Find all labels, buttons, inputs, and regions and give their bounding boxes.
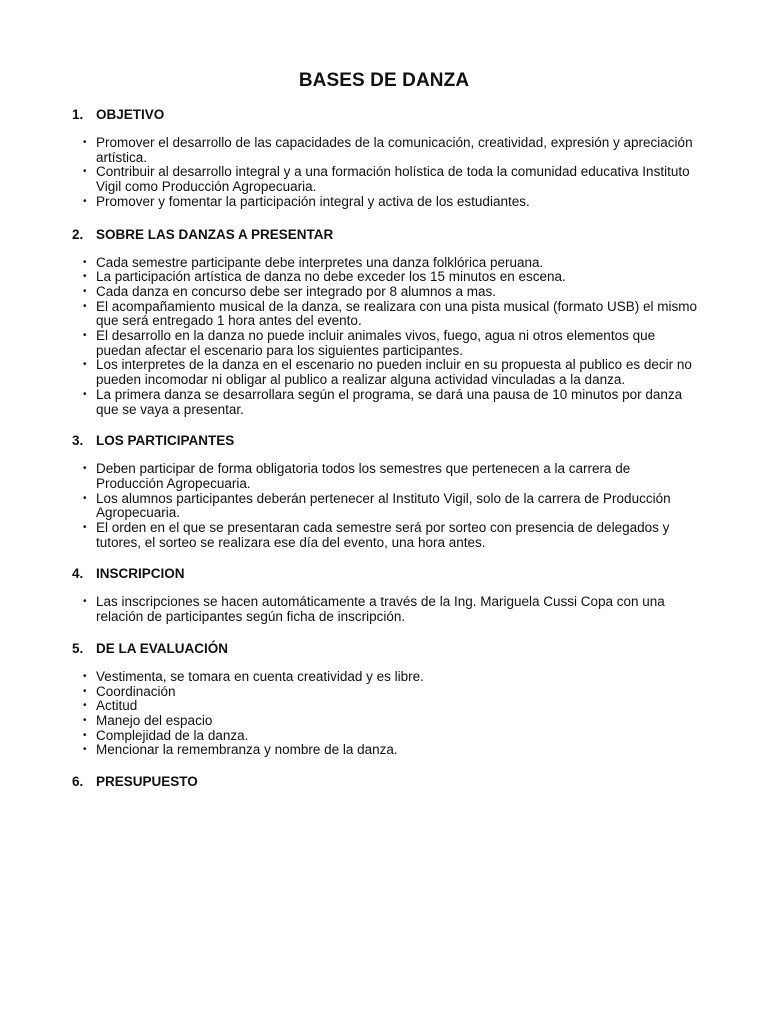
section-inscripcion: [72, 565, 697, 624]
section-heading: [72, 106, 697, 123]
section-number: 3.: [72, 433, 84, 449]
list-item: • El desarrollo en la danza no puede incluir animales vivos, fuego, agua ni otros elementos que puedan afectar el escenario para los siguientes participantes.: [83, 328, 656, 358]
bullet-list: [72, 670, 697, 758]
bullet-icon: •: [83, 166, 87, 178]
bullet-list: [72, 136, 697, 210]
list-item: • Mencionar la remembranza y nombre de la danza.: [83, 742, 398, 758]
section-number: 1.: [72, 107, 84, 122]
document-title: BASES DE DANZA: [298, 70, 470, 91]
list-item: • Las inscripciones se hacen automáticamente a través de la Ing. Mariguela Cussi Copa con una relación de participantes según ficha de inscripción.: [83, 594, 665, 625]
list-item: • Coordinación: [83, 683, 176, 699]
section-title: SOBRE LAS DANZAS A PRESENTAR: [96, 226, 334, 242]
section-number: 5.: [72, 640, 84, 656]
section-sobre-las-danzas: [72, 226, 697, 418]
section-number: 2.: [72, 226, 84, 242]
list-item: • El orden en el que se presentaran cada semestre será por sorteo con presencia de delegados y tutores, el sorteo se realizara ese día del evento, una hora antes.: [83, 520, 670, 550]
bullet-icon: •: [83, 271, 87, 283]
bullet-icon: •: [83, 463, 87, 475]
bullet-icon: •: [83, 137, 87, 148]
section-los-participantes: [72, 432, 697, 550]
list-item: • La participación artística de danza no debe exceder los 15 minutos en escena.: [83, 269, 566, 285]
list-item: • Promover el desarrollo de las capacidades de la comunicación, creatividad, expresión y apreciación artística.: [83, 135, 693, 165]
section-heading: [72, 773, 697, 790]
bullet-list: [72, 256, 697, 418]
bullet-icon: •: [83, 330, 87, 342]
bullet-icon: •: [83, 492, 87, 504]
section-heading: [72, 226, 697, 243]
bullet-icon: •: [83, 700, 87, 712]
section-title: LOS PARTICIPANTES: [96, 433, 235, 449]
list-item: • Contribuir al desarrollo integral y a una formación holística de toda la comunidad educativa Instituto Vigil como Producción Agropecuaria.: [83, 164, 690, 195]
list-item: • Manejo del espacio: [83, 712, 213, 728]
list-item: • La primera danza se desarrollara según el programa, se dará una pausa de 10 minutos por danza que se vaya a presentar.: [83, 386, 683, 417]
section-number: 4.: [72, 566, 84, 582]
bullet-icon: •: [83, 300, 87, 312]
bullet-icon: •: [83, 285, 87, 297]
list-item: • Vestimenta, se tomara en cuenta creatividad y es libre.: [83, 668, 424, 684]
list-item: • El acompañamiento musical de la danza, se realizara con una pista musical (formato USB) el mismo que será entregado 1 hora antes del evento.: [83, 298, 698, 329]
bullet-icon: •: [83, 729, 87, 741]
bullet-icon: •: [83, 596, 87, 608]
list-item: • Actitud: [83, 698, 138, 714]
section-heading: [72, 565, 697, 582]
list-item: • Complejidad de la danza.: [83, 727, 249, 743]
section-number: 6.: [72, 774, 84, 790]
bullet-list: [72, 462, 697, 550]
list-item: • Los interpretes de la danza en el escenario no pueden incluir en su propuesta al publico es decir no pueden incomodar ni obligar al publico a realizar alguna actividad vinculadas a la danza.: [83, 357, 692, 388]
bullet-list: [72, 595, 697, 624]
bullet-icon: •: [83, 388, 87, 400]
section-evaluacion: [72, 640, 697, 758]
section-title: PRESUPUESTO: [96, 774, 198, 790]
section-heading: [72, 640, 697, 657]
list-item: • Cada danza en concurso debe ser integrado por 8 alumnos a mas.: [83, 283, 496, 299]
bullet-icon: •: [83, 714, 87, 726]
bullet-icon: •: [83, 744, 87, 756]
bullet-icon: •: [83, 685, 87, 697]
bullet-icon: •: [83, 522, 87, 534]
list-item: • Los alumnos participantes deberán pertenecer al Instituto Vigil, solo de la carrera de Producción Agropecuaria.: [83, 490, 671, 521]
section-presupuesto: [72, 773, 697, 790]
bullet-icon: •: [83, 670, 87, 682]
section-title: INSCRIPCION: [96, 566, 185, 582]
section-objetivo: [72, 106, 697, 210]
list-item: • Cada semestre participante debe interpretes una danza folklórica peruana.: [83, 254, 544, 270]
list-item: • Deben participar de forma obligatoria todos los semestres que pertenecen a la carrera de Producción Agropecuaria.: [83, 461, 631, 491]
document-body: [72, 106, 697, 790]
section-heading: [72, 432, 697, 449]
section-title: OBJETIVO: [96, 107, 165, 122]
bullet-icon: •: [83, 359, 87, 371]
bullet-icon: •: [83, 195, 87, 207]
list-item: • Promover y fomentar la participación integral y activa de los estudiantes.: [83, 193, 530, 209]
section-title: DE LA EVALUACIÓN: [96, 640, 229, 656]
bullet-icon: •: [83, 256, 87, 268]
